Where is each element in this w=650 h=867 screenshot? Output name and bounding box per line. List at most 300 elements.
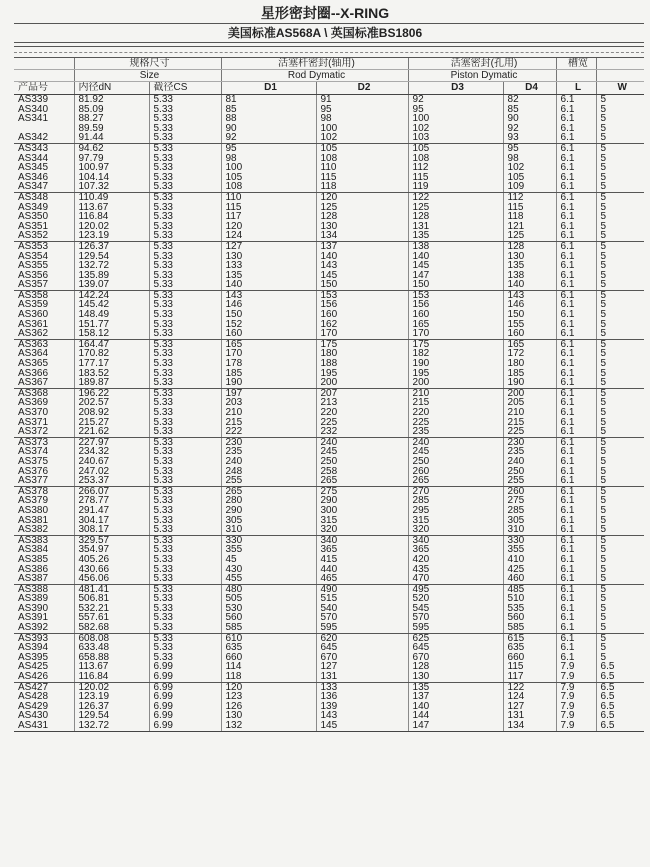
cell-l: 6.1 [556,349,596,359]
cell-code: AS352 [14,231,74,241]
cell-l: 7.9 [556,672,596,682]
cell-l: 6.1 [556,565,596,575]
cell-code: AS368 [18,388,49,399]
cell-d1: 135 [221,271,316,281]
cell-d3: 108 [408,154,503,164]
cell-dn: 658.88 [74,653,149,663]
cell-l: 6.1 [556,105,596,115]
cell-d3: 135 [408,682,503,692]
cell-d4: 535 [503,604,556,614]
cell-d2: 170 [316,329,408,339]
cell-d4: 230 [503,437,556,447]
table-row [14,555,644,565]
cell-w: 5 [596,565,644,575]
cell-d2: 465 [316,574,408,584]
cell-w: 5 [596,653,644,663]
cell-w: 5 [596,476,644,486]
cell-l: 6.1 [556,378,596,388]
table-row [14,388,644,398]
cell-dn: 266.07 [74,486,149,496]
cell-d1: 98 [221,154,316,164]
cell-d1: 455 [221,574,316,584]
cell-dn: 430.66 [74,565,149,575]
cell-cs: 5.33 [149,182,221,192]
cell-cs: 5.33 [149,280,221,290]
col-header-w: W [596,82,644,95]
cell-d4: 305 [503,516,556,526]
cell-code: AS348 [18,192,49,203]
cell-dn: 532.21 [74,604,149,614]
cell-cs: 5.33 [149,555,221,565]
cell-code: AS355 [18,261,49,271]
cell-l: 7.9 [556,662,596,672]
cell-d3: 103 [408,133,503,143]
cell-dn: 278.77 [74,496,149,506]
cell-dn: 113.67 [74,203,149,213]
cell-d2: 595 [316,623,408,633]
cell-code: AS379 [18,496,49,506]
cell-w: 5 [596,486,644,496]
cell-w: 5 [596,388,644,398]
subtitle-divider-double [14,46,644,47]
cell-code: AS392 [14,623,74,633]
cell-d1: 150 [221,310,316,320]
cell-cs: 5.33 [149,369,221,379]
cell-code: AS370 [18,408,49,418]
cell-d4: 150 [503,310,556,320]
cell-d3: 156 [408,300,503,310]
cell-cs: 5.33 [149,565,221,575]
cell-d4: 510 [503,594,556,604]
cell-w: 5 [596,535,644,545]
table-row [14,290,644,300]
table-row [14,261,644,271]
cell-d4: 115 [503,203,556,213]
cell-d3: 140 [408,252,503,262]
cell-d3: 285 [408,496,503,506]
cell-d4: 102 [503,163,556,173]
cell-d4: 138 [503,271,556,281]
cell-d4: 460 [503,574,556,584]
cell-l: 6.1 [556,398,596,408]
table-row [14,182,644,192]
cell-d1: 530 [221,604,316,614]
cell-cs: 6.99 [149,721,221,731]
cell-dn: 110.49 [74,192,149,202]
cell-d2: 140 [316,252,408,262]
cell-w: 6.5 [596,711,644,721]
cell-d1: 95 [221,143,316,153]
cell-dn: 123.19 [74,231,149,241]
table-row [14,320,644,330]
cell-d1: 330 [221,535,316,545]
cell-code: AS346 [18,172,49,183]
table-row [14,398,644,408]
cell-d4: 85 [503,105,556,115]
cell-cs: 5.33 [149,653,221,663]
cell-d2: 130 [316,222,408,232]
cell-d3: 137 [408,692,503,702]
cell-d2: 127 [316,662,408,672]
cell-w: 5 [596,290,644,300]
cell-d2: 160 [316,310,408,320]
cell-d4: 200 [503,388,556,398]
cell-l: 6.1 [556,633,596,643]
table-row [14,486,644,496]
cell-w: 5 [596,252,644,262]
cell-d1: 81 [221,95,316,105]
cell-d3: 365 [408,545,503,555]
cell-d3: 645 [408,643,503,653]
cell-w: 5 [596,378,644,388]
cell-l: 7.9 [556,721,596,731]
cell-d3: 520 [408,594,503,604]
cell-l: 6.1 [556,203,596,213]
cell-code: AS343 [18,143,49,154]
cell-code: AS350 [18,212,49,222]
cell-l: 7.9 [556,711,596,721]
cell-d4: 485 [503,584,556,594]
cell-d1: 115 [221,203,316,213]
cell-d1: 124 [221,231,316,241]
table-row [14,252,644,262]
cell-dn: 81.92 [74,95,149,105]
cell-d1: 215 [221,418,316,428]
cell-d1: 305 [221,516,316,526]
table-row [14,359,644,369]
cell-l: 7.9 [556,702,596,712]
cell-l: 6.1 [556,427,596,437]
cell-d3: 340 [408,535,503,545]
cell-d4: 260 [503,486,556,496]
cell-code: AS425 [18,662,49,673]
cell-d3: 435 [408,565,503,575]
table-row [14,692,644,702]
cell-cs: 5.33 [149,359,221,369]
cell-code: AS366 [18,368,49,379]
cell-d3: 128 [408,212,503,222]
cell-d3: 131 [408,222,503,232]
table-row [14,702,644,712]
table-row [14,280,644,290]
cell-d2: 108 [316,154,408,164]
cell-d2: 105 [316,143,408,153]
cell-d3: 670 [408,653,503,663]
table-row [14,711,644,721]
cell-d2: 340 [316,535,408,545]
cell-w: 5 [596,506,644,516]
cell-code: AS344 [18,153,49,164]
cell-cs: 5.33 [149,143,221,153]
cell-d4: 615 [503,633,556,643]
cell-w: 5 [596,496,644,506]
cell-d4: 660 [503,653,556,663]
cell-d3: 105 [408,143,503,153]
cell-d1: 120 [221,682,316,692]
cell-w: 5 [596,143,644,153]
cell-d3: 270 [408,486,503,496]
cell-d2: 300 [316,506,408,516]
cell-d4: 560 [503,613,556,623]
cell-d2: 540 [316,604,408,614]
table-row [14,369,644,379]
table-row [14,192,644,202]
cell-l: 6.1 [556,95,596,105]
cell-d3: 145 [408,261,503,271]
cell-d4: 285 [503,506,556,516]
cell-d3: 260 [408,467,503,477]
cell-d2: 150 [316,280,408,290]
cell-d4: 330 [503,535,556,545]
cell-l: 6.1 [556,192,596,202]
table-row [14,222,644,232]
cell-w: 5 [596,261,644,271]
cell-w: 5 [596,182,644,192]
cell-d1: 88 [221,114,316,124]
cell-dn: 208.92 [74,408,149,418]
cell-d4: 146 [503,300,556,310]
cell-d3: 545 [408,604,503,614]
cell-l: 6.1 [556,613,596,623]
cell-w: 5 [596,555,644,565]
cell-dn: 116.84 [74,672,149,682]
cell-d3: 215 [408,398,503,408]
cell-d3: 265 [408,476,503,486]
cell-d3: 570 [408,613,503,623]
cell-d3: 92 [408,95,503,105]
cell-d4: 93 [503,133,556,143]
cell-dn: 91.44 [74,133,149,143]
cell-d1: 123 [221,692,316,702]
table-row [14,682,644,692]
cell-l: 6.1 [556,163,596,173]
cell-d1: 133 [221,261,316,271]
cell-dn: 85.09 [74,105,149,115]
cell-code: AS387 [14,574,74,584]
cell-dn: 107.32 [74,182,149,192]
cell-d4: 95 [503,143,556,153]
cell-code: AS385 [18,554,49,565]
cell-cs: 5.33 [149,447,221,457]
cell-cs: 5.33 [149,290,221,300]
cell-d1: 355 [221,545,316,555]
cell-cs: 5.33 [149,124,221,134]
cell-d2: 145 [316,721,408,731]
cell-d4: 160 [503,329,556,339]
header-groove-width: 槽宽 [556,58,596,70]
cell-dn: 135.89 [74,271,149,281]
cell-dn: 506.81 [74,594,149,604]
subtitle-divider [14,42,644,43]
cell-w: 5 [596,369,644,379]
cell-w: 5 [596,516,644,526]
cell-d2: 240 [316,437,408,447]
col-header-d3: D3 [408,82,503,95]
cell-w: 5 [596,173,644,183]
cell-cs: 5.33 [149,467,221,477]
page-title: 星形密封圈--X-RING [260,5,390,21]
cell-d2: 207 [316,388,408,398]
cell-l: 6.1 [556,486,596,496]
cell-d2: 110 [316,163,408,173]
cell-code: AS364 [18,349,49,360]
cell-d2: 213 [316,398,408,408]
cell-code: AS369 [18,398,49,408]
cell-d3: 235 [408,427,503,437]
cell-d4: 215 [503,418,556,428]
cell-cs: 5.33 [149,154,221,164]
cell-d3: 147 [408,721,503,731]
cell-l: 6.1 [556,154,596,164]
table-row [14,476,644,486]
cell-dn: 148.49 [74,310,149,320]
cell-w: 5 [596,212,644,222]
cell-d1: 235 [221,447,316,457]
cell-d2: 120 [316,192,408,202]
cell-cs: 5.33 [149,222,221,232]
cell-d1: 310 [221,525,316,535]
cell-dn: 88.27 [74,114,149,124]
table-row [14,672,644,682]
cell-d3: 420 [408,555,503,565]
cell-l: 6.1 [556,555,596,565]
cell-d2: 440 [316,565,408,575]
cell-cs: 5.33 [149,329,221,339]
cell-w: 5 [596,613,644,623]
cell-d3: 138 [408,241,503,251]
cell-w: 5 [596,643,644,653]
cell-w: 5 [596,271,644,281]
table-row [14,604,644,614]
cell-cs: 5.33 [149,408,221,418]
cell-d2: 315 [316,516,408,526]
cell-cs: 5.33 [149,95,221,105]
table-row [14,418,644,428]
header-spacer-line [14,52,644,53]
cell-d1: 152 [221,320,316,330]
cell-d2: 125 [316,203,408,213]
cell-code: AS388 [18,584,49,595]
cell-cs: 5.33 [149,320,221,330]
cell-d4: 128 [503,241,556,251]
cell-d1: 143 [221,290,316,300]
cell-dn: 608.08 [74,633,149,643]
cell-l: 6.1 [556,594,596,604]
cell-d2: 133 [316,682,408,692]
cell-dn: 183.52 [74,369,149,379]
cell-d3: 225 [408,418,503,428]
header-blank [596,70,644,82]
cell-w: 5 [596,623,644,633]
cell-d3: 200 [408,378,503,388]
table-row [14,203,644,213]
cell-dn: 170.82 [74,349,149,359]
cell-d2: 136 [316,692,408,702]
cell-d4: 127 [503,702,556,712]
cell-dn: 202.57 [74,398,149,408]
cell-cs: 5.33 [149,388,221,398]
cell-code: AS382 [14,525,74,535]
cell-cs: 5.33 [149,163,221,173]
cell-d3: 595 [408,623,503,633]
cell-w: 5 [596,300,644,310]
cell-d2: 180 [316,349,408,359]
cell-cs: 5.33 [149,212,221,222]
cell-d1: 165 [221,339,316,349]
table-row [14,173,644,183]
cell-dn: 234.32 [74,447,149,457]
col-header-cs: 截径CS [149,82,221,95]
cell-cs: 5.33 [149,261,221,271]
cell-l: 6.1 [556,114,596,124]
header-rod-cn: 活塞杆密封(轴用) [221,58,408,70]
cell-l: 6.1 [556,222,596,232]
table-row [14,525,644,535]
cell-d1: 85 [221,105,316,115]
cell-d4: 410 [503,555,556,565]
cell-dn: 189.87 [74,378,149,388]
cell-l: 6.1 [556,369,596,379]
cell-l: 6.1 [556,241,596,251]
cell-dn: 145.42 [74,300,149,310]
table-row [14,300,644,310]
cell-dn: 94.62 [74,143,149,153]
cell-d1: 118 [221,672,316,682]
cell-d4: 134 [503,721,556,731]
cell-d4: 425 [503,565,556,575]
cell-code: AS354 [18,251,49,262]
cell-l: 6.1 [556,271,596,281]
cell-l: 6.1 [556,310,596,320]
cell-l: 6.1 [556,329,596,339]
header-blank [14,58,74,70]
cell-w: 6.5 [596,692,644,702]
cell-w: 5 [596,437,644,447]
cell-w: 5 [596,447,644,457]
cell-l: 6.1 [556,300,596,310]
table-row [14,339,644,349]
cell-w: 6.5 [596,662,644,672]
cell-d1: 230 [221,437,316,447]
cell-code: AS426 [14,672,74,682]
cell-dn: 633.48 [74,643,149,653]
cell-l: 6.1 [556,584,596,594]
cell-d2: 250 [316,457,408,467]
cell-d1: 90 [221,124,316,134]
cell-w: 5 [596,418,644,428]
cell-w: 5 [596,467,644,477]
x-ring-spec-table [14,57,644,732]
cell-w: 5 [596,457,644,467]
cell-cs: 5.33 [149,623,221,633]
cell-w: 5 [596,604,644,614]
header-size-en: Size [74,70,221,82]
cell-l: 6.1 [556,143,596,153]
cell-l: 6.1 [556,133,596,143]
cell-code: AS357 [14,280,74,290]
cell-w: 6.5 [596,702,644,712]
cell-cs: 5.33 [149,584,221,594]
cell-d4: 98 [503,154,556,164]
cell-w: 5 [596,203,644,213]
header-piston-en: Piston Dymatic [408,70,556,82]
cell-code: AS363 [18,339,49,350]
table-row [14,114,644,124]
cell-l: 6.1 [556,653,596,663]
cell-dn: 100.97 [74,163,149,173]
cell-cs: 5.33 [149,105,221,115]
cell-d1: 146 [221,300,316,310]
